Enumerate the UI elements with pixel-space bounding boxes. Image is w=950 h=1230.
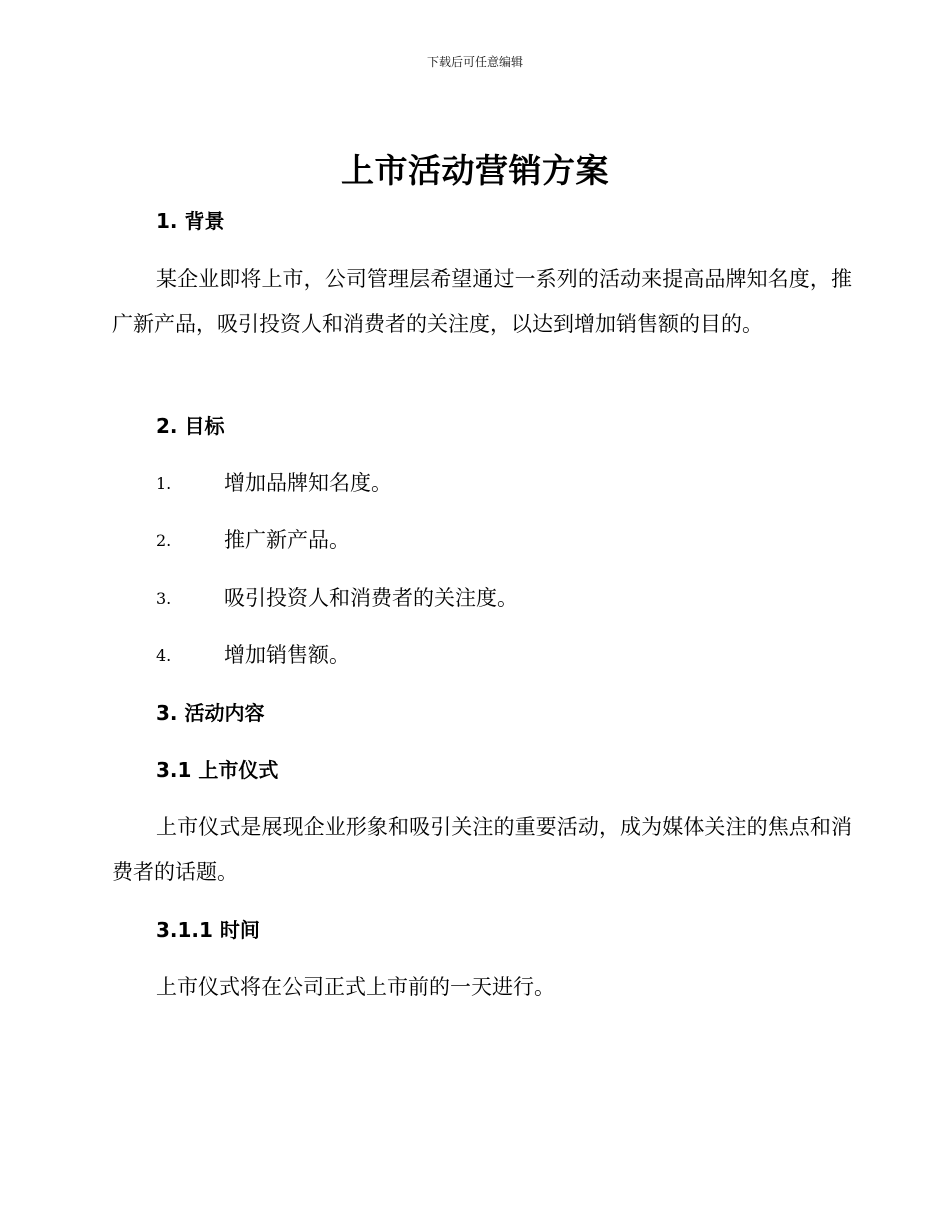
goal-item-number: 2. [156,531,172,550]
goal-item-text: 推广新产品。 [224,528,350,552]
heading-goals: 2. 目标 [156,414,225,438]
paragraph-ceremony-time: 上市仪式将在公司正式上市前的一天进行。 [156,975,555,999]
goal-item-text: 吸引投资人和消费者的关注度。 [224,586,518,610]
heading-ceremony-time: 3.1.1 时间 [156,918,260,942]
header-note: 下载后可任意编辑 [426,55,523,69]
heading-background: 1. 背景 [156,209,225,233]
heading-activities: 3. 活动内容 [156,701,265,725]
paragraph-background: 某企业即将上市，公司管理层希望通过一系列的活动来提高品牌知名度，推广新产品，吸引投资人和消费者的关注度，以达到增加销售额的目的。 [112,267,852,336]
goal-item-number: 1. [156,474,172,493]
goal-item-number: 3. [156,589,172,608]
goal-item-text: 增加销售额。 [224,643,350,667]
goal-item-text: 增加品牌知名度。 [224,471,392,495]
heading-ceremony: 3.1 上市仪式 [156,758,279,782]
document-title: 上市活动营销方案 [341,151,609,190]
paragraph-ceremony: 上市仪式是展现企业形象和吸引关注的重要活动，成为媒体关注的焦点和消费者的话题。 [112,815,852,884]
goal-item-number: 4. [156,646,172,665]
